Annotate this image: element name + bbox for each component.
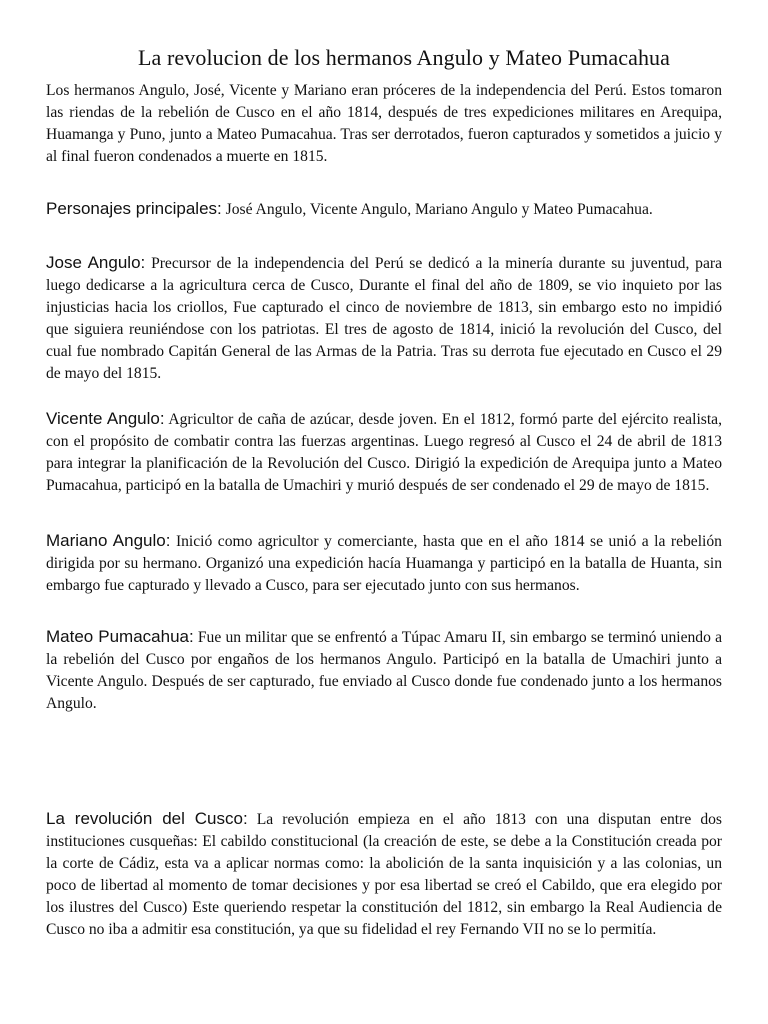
- section-vicente-angulo: [46, 408, 722, 497]
- section-heading: Vicente Angulo:: [46, 409, 165, 428]
- section-revolucion-cusco: [46, 808, 722, 941]
- intro-paragraph: Los hermanos Angulo, José, Vicente y Mariano eran próceres de la independencia del Perú. Estos tomaron las riendas de la rebelión de Cusco en el año 1814, después de tres expediciones militares en Arequipa, Huamanga y Puno, junto a Mateo Pumacahua. Tras ser derrotados, fueron capturados y sometidos a juicio y al final fueron condenados a muerte en 1815.: [46, 82, 722, 165]
- page-title: La revolucion de los hermanos Angulo y Mateo Pumacahua: [137, 45, 671, 70]
- section-mariano-angulo: [46, 530, 722, 597]
- section-text: Inició como agricultor y comerciante, hasta que en el año 1814 se unió a la rebelión dirigida por su hermano. Organizó una expedición hacía Huamanga y participó en la batalla de Huanta, sin embargo fue capturado y llevado a Cusco, para ser ejecutado junto con sus hermanos.: [46, 533, 722, 594]
- section-text: Fue un militar que se enfrentó a Túpac Amaru II, sin embargo se terminó uniendo a la rebelión del Cusco por engaños de los hermanos Angulo. Participó en la batalla de Umachiri junto a Vicente Angulo. Después de ser capturado, fue enviado al Cusco donde fue condenado junto a los hermanos Angulo.: [46, 629, 722, 712]
- section-text: Agricultor de caña de azúcar, desde joven. En el 1812, formó parte del ejército realista, con el propósito de combatir contra las fuerzas argentinas. Luego regresó al Cusco el 24 de abril de 1813 para integrar la planificación de la Revolución del Cusco. Dirigió la expedición de Arequipa junto a Mateo Pumacahua, participó en la batalla de Umachiri y murió después de ser condenado el 29 de mayo de 1815.: [46, 411, 722, 494]
- section-heading: Personajes principales:: [46, 199, 222, 218]
- section-personajes: [46, 198, 722, 221]
- section-text: José Angulo, Vicente Angulo, Mariano Angulo y Mateo Pumacahua.: [221, 201, 653, 218]
- section-heading: Mateo Pumacahua:: [46, 627, 194, 646]
- section-jose-angulo: [46, 252, 722, 385]
- section-heading: Mariano Angulo:: [46, 531, 171, 550]
- section-text: Precursor de la independencia del Perú se dedicó a la minería durante su juventud, para luego dedicarse a la agricultura cerca de Cusco, Durante el final del año de 1809, se vio inquieto por las injusticias hacia los criollos, Fue capturado el cinco de noviembre de 1813, sin embargo esto no impidió que siguiera reuniéndose con los patriotas. El tres de agosto de 1814, inició la revolución del Cusco, del cual fue nombrado Capitán General de las Armas de la Patria. Tras su derrota fue ejecutado en Cusco el 29 de mayo del 1815.: [46, 255, 722, 382]
- section-heading: Jose Angulo:: [46, 253, 146, 272]
- section-heading: La revolución del Cusco:: [46, 809, 248, 828]
- section-text: La revolución empieza en el año 1813 con una disputan entre dos instituciones cusqueñas: El cabildo constitucional (la creación de este, se debe a la Constitución creada por la corte de Cádiz, esta va a aplicar normas como: la abolición de la santa inquisición y a las colonias, un poco de libertad al momento de tomar decisiones y por esa libertad se creó el Cabildo, que era elegido por los ilustres del Cusco) Este queriendo respetar la constitución del 1812, sin embargo la Real Audiencia de Cusco no iba a admitir esa constitución, ya que su fidelidad el rey Fernando VII no se lo permitía.: [46, 811, 722, 938]
- section-mateo-pumacahua: [46, 626, 722, 715]
